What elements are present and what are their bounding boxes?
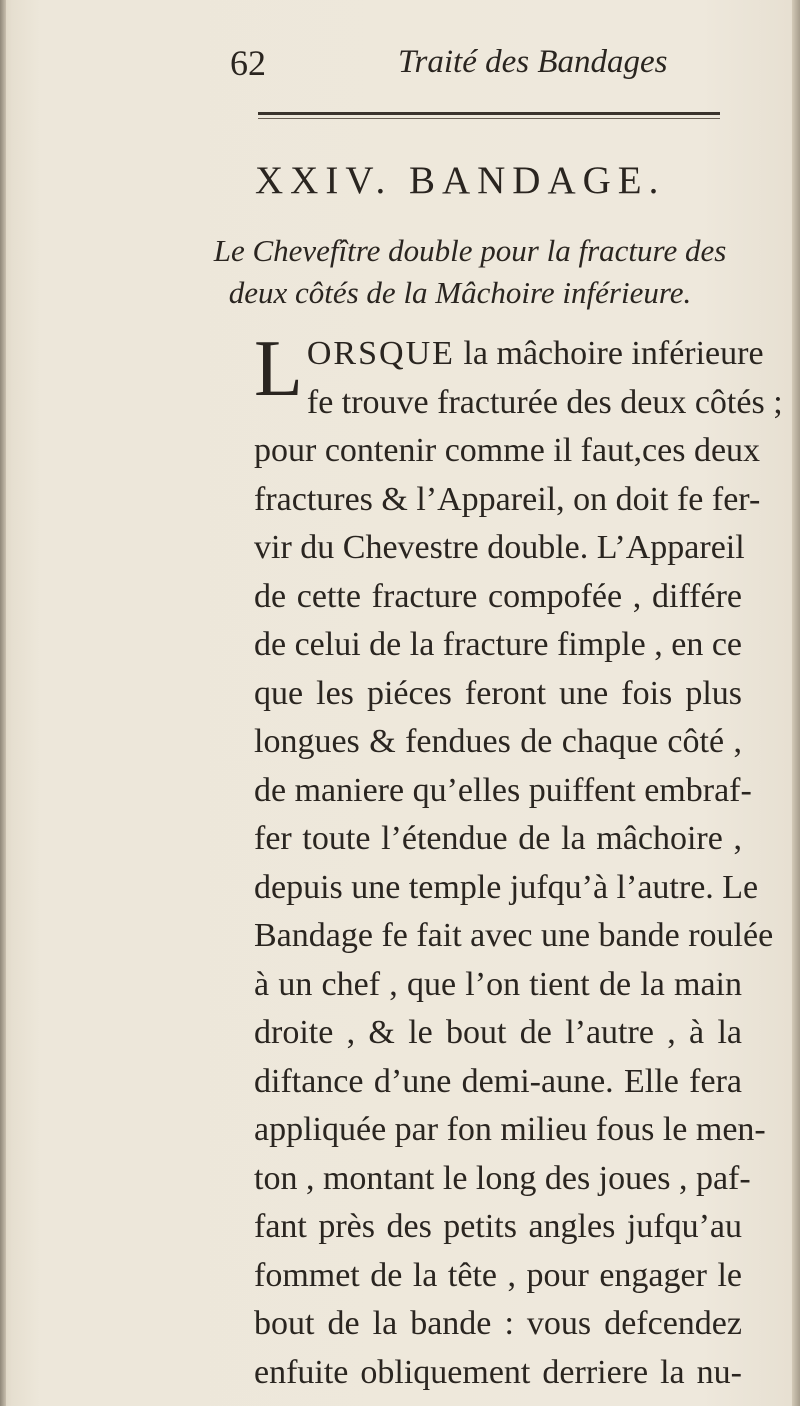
running-title: Traité des Bandages xyxy=(398,44,668,80)
header-rule-thin xyxy=(258,118,720,119)
header-rule xyxy=(258,112,720,115)
page-number: 62 xyxy=(230,43,266,83)
chapter-subtitle-line-1: Le Chevefître double pour la fracture des xyxy=(213,233,727,268)
body-paragraph xyxy=(254,325,783,1397)
body-line: fer toute l’étendue de la mâchoire , xyxy=(254,820,742,857)
drop-cap: L xyxy=(254,325,303,413)
body-line: pour contenir comme il faut,ces deux xyxy=(254,432,761,469)
body-line: bout de la bande : vous defcendez xyxy=(254,1305,742,1342)
page-header xyxy=(230,42,730,102)
body-line-last: enfuite obliquement derriere la nu- xyxy=(254,1353,742,1391)
first-word-smallcaps: ORSQUE xyxy=(306,335,455,372)
body-line: que les piéces feront une fois plus xyxy=(254,674,742,712)
body-line: vir du Chevestre double. L’Appareil xyxy=(254,529,745,566)
body-line: de celui de la fracture fimple , en ce xyxy=(254,626,743,663)
body-line: fommet de la tête , pour engager le xyxy=(254,1256,742,1294)
body-line: fant près des petits angles jufqu’au xyxy=(254,1208,742,1245)
body-line: de maniere qu’elles puiffent embraf- xyxy=(254,771,752,809)
body-line: Bandage fe fait avec une bande roulée xyxy=(254,917,774,954)
body-line-first xyxy=(254,330,764,379)
body-line: depuis une temple jufqu’à l’autre. Le xyxy=(254,868,759,906)
body-line: diftance d’une demi-aune. Elle fera xyxy=(254,1062,742,1100)
body-line: à un chef , que l’on tient de la main xyxy=(254,965,742,1003)
body-line: ton , montant le long des joues , paf- xyxy=(254,1159,751,1197)
first-line-rest: la mâchoire inférieure xyxy=(454,335,764,372)
body-line: droite , & le bout de l’autre , à la xyxy=(254,1014,742,1051)
chapter-subtitle-line-2: deux côtés de la Mâchoire inférieure. xyxy=(228,275,692,310)
body-line: fractures & l’Appareil, on doit fe fer- xyxy=(254,480,761,518)
chapter-heading: XXIV. BANDAGE. xyxy=(255,159,666,202)
body-line: de cette fracture compofée , différe xyxy=(254,577,742,615)
body-line: appliquée par fon milieu fous le men- xyxy=(254,1111,766,1148)
body-line: longues & fendues de chaque côté , xyxy=(254,723,742,760)
page-gutter-edge xyxy=(0,0,6,1406)
body-line: fe trouve fracturée des deux côtés ; xyxy=(306,383,783,421)
page-outer-edge xyxy=(792,0,800,1406)
